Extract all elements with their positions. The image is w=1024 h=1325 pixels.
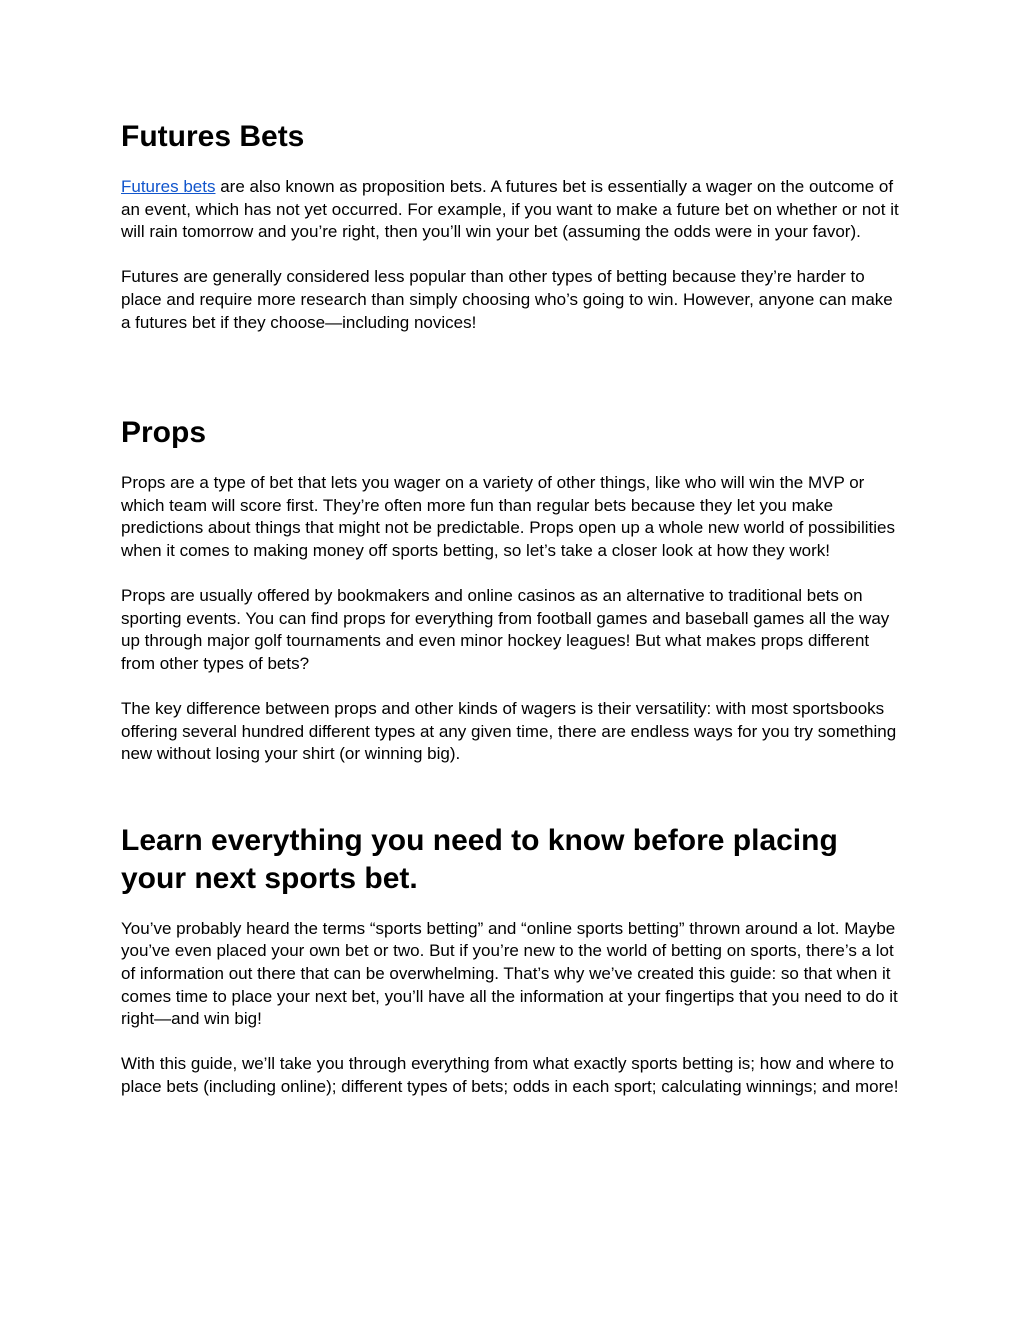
- document-page: [121, 118, 906, 1099]
- heading-learn-everything: Learn everything you need to know before placing your next sports bet.: [121, 823, 838, 895]
- section-props: [121, 414, 906, 766]
- paragraph-futures-1-text: are also known as proposition bets. A futures bet is essentially a wager on the outcome of an event, which has not yet occurred. For example, if you want to make a future bet on whether or not it will rain tomorrow and you’re right, then you’ll win your bet (assuming the odds were in your favor).: [121, 177, 899, 242]
- paragraph-props-1: Props are a type of bet that lets you wager on a variety of other things, like who will win the MVP or which team will score first. They’re often more fun than regular bets because they let you make predictions about things that might not be predictable. Props open up a whole new world of possibilities when it comes to making money off sports betting, so let’s take a closer look at how they work!: [121, 473, 895, 560]
- paragraph-props-2: Props are usually offered by bookmakers and online casinos as an alternative to traditional bets on sporting events. You can find props for everything from football games and baseball games all the way up through major golf tournaments and even minor hockey leagues! But what makes props different from other types of bets?: [121, 586, 890, 673]
- paragraph-futures-1: [121, 176, 906, 244]
- heading-futures-bets: Futures Bets: [121, 120, 305, 153]
- section-futures-bets: [121, 118, 906, 334]
- futures-bets-link[interactable]: Futures bets: [121, 177, 216, 196]
- paragraph-futures-2: Futures are generally considered less popular than other types of betting because they’re harder to place and require more research than simply choosing who’s going to win. However, anyone can make a futures bet if they choose—including novices!: [121, 267, 893, 332]
- heading-props: Props: [121, 416, 207, 450]
- paragraph-props-3: The key difference between props and other kinds of wagers is their versatility: with most sportsbooks offering several hundred different types at any given time, there are endless ways for you try something new without losing your shirt (or winning big).: [121, 699, 897, 764]
- paragraph-learn-2: With this guide, we’ll take you through everything from what exactly sports betting is; how and where to place bets (including online); different types of bets; odds in each sport; calculating winnings; and more!: [121, 1054, 899, 1097]
- paragraph-learn-1: You’ve probably heard the terms “sports betting” and “online sports betting” thrown around a lot. Maybe you’ve even placed your own bet or two. But if you’re new to the world of betting on sports, there’s a lot of information out there that can be overwhelming. That’s why we’ve created this guide: so that when it comes time to place your next bet, you’ll have all the information at your fingertips that you need to do it right—and win big!: [121, 918, 898, 1029]
- section-learn-everything: [121, 822, 906, 1099]
